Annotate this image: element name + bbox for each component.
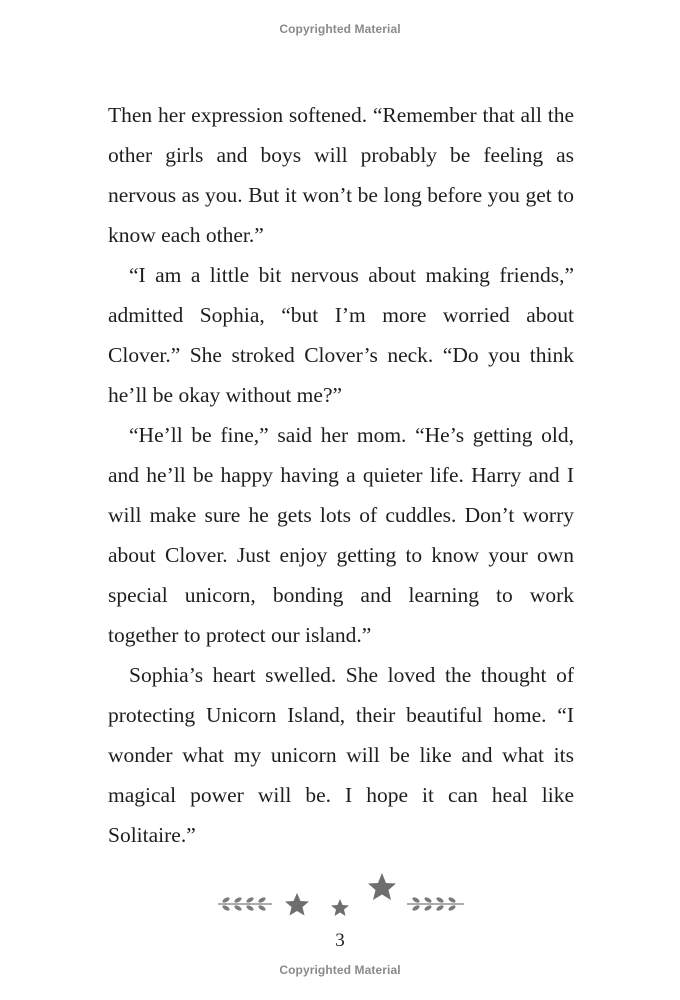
copyright-watermark-top: Copyrighted Material (279, 22, 401, 36)
paragraph-4: Sophia’s heart swelled. She loved the thought of protecting Unicorn Island, their beautiful home. “I wonder what my unicorn will be like and what its magical power will be. I hope it can heal like Solitaire.” (108, 663, 574, 847)
star-icon-3 (368, 873, 396, 900)
copyright-watermark-bottom: Copyrighted Material (279, 963, 401, 977)
page-body-text (108, 95, 574, 855)
star-divider-icon (212, 868, 472, 920)
paragraph-1: Then her expression softened. “Remember that all the other girls and boys will probably be feeling as nervous as you. But it won’t be long before you get to know each other.” (108, 103, 574, 247)
star-icon-2 (331, 899, 349, 916)
left-sprig-icon (218, 896, 272, 911)
star-icon-1 (285, 893, 309, 916)
paragraph-2: “I am a little bit nervous about making friends,” admitted Sophia, “but I’m more worried about Clover.” She stroked Clover’s neck. “Do you think he’ll be okay without me?” (108, 263, 574, 407)
page-number: 3 (335, 930, 345, 951)
paragraph-3: “He’ll be fine,” said her mom. “He’s getting old, and he’ll be happy having a quieter life. Harry and I will make sure he gets lots of cuddles. Don’t worry about Clover. Just enjoy getting to know your own special unicorn, bonding and learning to work together to protect our island.” (108, 423, 574, 647)
right-sprig-icon (407, 896, 464, 911)
